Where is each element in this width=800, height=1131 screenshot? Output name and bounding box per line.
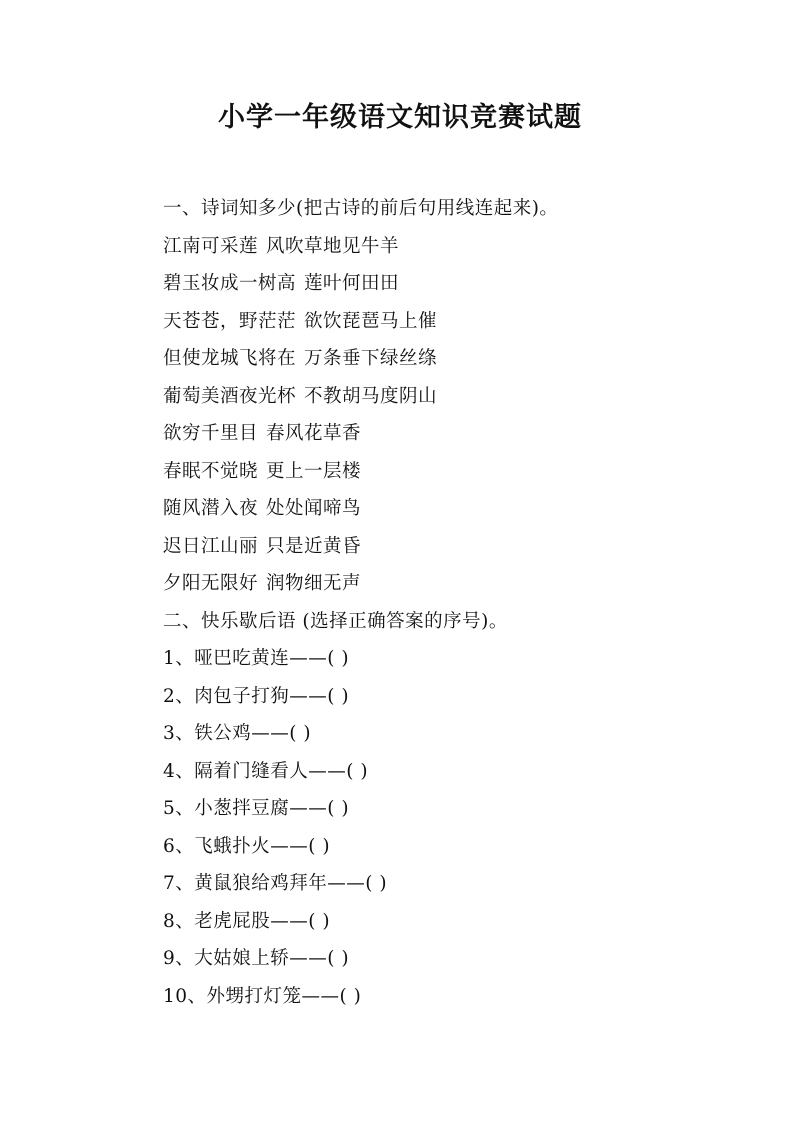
- poem-pair: [163, 528, 763, 566]
- poem-pair: [163, 453, 763, 491]
- poem-left-line: 碧玉妆成一树高: [163, 273, 297, 294]
- poem-right-line: 只是近黄昏: [266, 535, 362, 557]
- question-item: 9、大姑娘上轿——( ): [163, 948, 350, 969]
- poem-right-line: 更上一层楼: [266, 460, 362, 482]
- poem-left-line: 天苍苍，野茫茫: [163, 310, 297, 332]
- poem-pair: [163, 490, 763, 528]
- poem-left-line: 夕阳无限好: [163, 573, 259, 594]
- poem-right-line: 润物细无声: [266, 573, 362, 594]
- question-item: 6、飞蛾扑火——( ): [163, 835, 331, 857]
- poem-pair: [163, 565, 763, 603]
- question-item: 2、肉包子打狗——( ): [163, 685, 350, 707]
- poem-pair: [163, 265, 763, 303]
- question-item: 7、黄鼠狼给鸡拜年——( ): [163, 873, 388, 894]
- question-item: 1、哑巴吃黄连——( ): [163, 648, 350, 669]
- poem-right-line: 处处闻啼鸟: [266, 498, 362, 519]
- poem-pair: [163, 303, 763, 341]
- poem-pair: [163, 340, 763, 378]
- question-item: 8、老虎屁股——( ): [163, 910, 331, 932]
- poem-pair: [163, 415, 763, 453]
- poem-left-line: 欲穷千里目: [163, 423, 259, 444]
- section1-heading: 一、诗词知多少(把古诗的前后句用线连起来)。: [163, 198, 559, 219]
- poem-right-line: 欲饮琵琶马上催: [304, 310, 438, 332]
- document-body: [163, 190, 763, 1015]
- poem-right-line: 万条垂下绿丝绦: [304, 348, 438, 369]
- poem-left-line: 随风潜入夜: [163, 498, 259, 519]
- poem-left-line: 迟日江山丽: [163, 535, 259, 557]
- question-item: 10、外甥打灯笼——( ): [163, 985, 362, 1007]
- poem-right-line: 风吹草地见牛羊: [266, 235, 400, 257]
- poem-left-line: 春眠不觉晓: [163, 460, 259, 482]
- question-item: 4、隔着门缝看人——( ): [163, 760, 369, 782]
- question-item: 5、小葱拌豆腐——( ): [163, 798, 350, 819]
- poem-right-line: 莲叶何田田: [304, 273, 400, 294]
- poem-pair: [163, 378, 763, 416]
- document-title: 小学一年级语文知识竞赛试题: [218, 102, 582, 133]
- poem-right-line: 春风花草香: [266, 423, 362, 444]
- poem-pair: [163, 228, 763, 266]
- poem-left-line: 葡萄美酒夜光杯: [163, 385, 297, 407]
- question-item: 3、铁公鸡——( ): [163, 723, 312, 744]
- section2-heading: 二、快乐歇后语 (选择正确答案的序号)。: [163, 610, 508, 632]
- poem-right-line: 不教胡马度阴山: [304, 385, 438, 407]
- poem-left-line: 江南可采莲: [163, 235, 259, 257]
- poem-left-line: 但使龙城飞将在: [163, 348, 297, 369]
